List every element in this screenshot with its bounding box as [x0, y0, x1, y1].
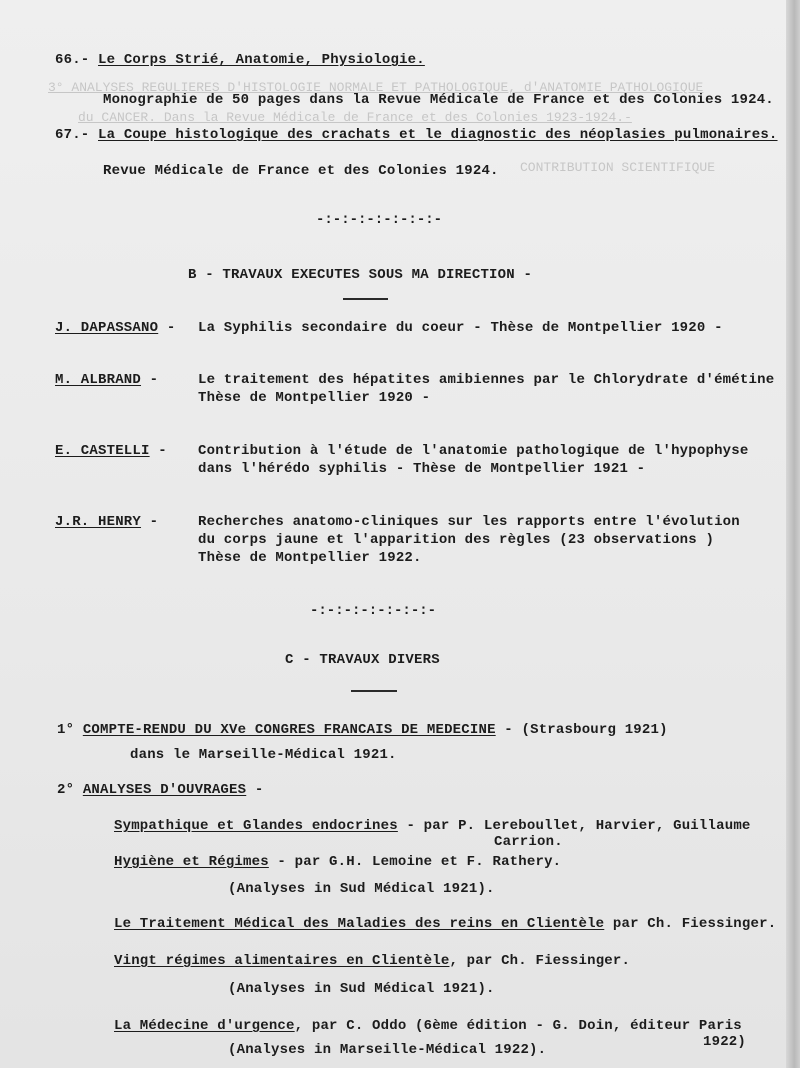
work-line: du corps jaune et l'apparition des règles (23 observations )	[198, 532, 715, 548]
analysis-note: (Analyses in Sud Médical 1921).	[228, 881, 495, 897]
separator: -:-:-:-:-:-:-:-	[316, 212, 443, 228]
author-name: J.R. HENRY -	[55, 514, 159, 530]
item-title: Le Corps Strié, Anatomie, Physiologie.	[98, 52, 425, 68]
item-67	[55, 127, 778, 144]
item-detail: Revue Médicale de France et des Colonies 1924.	[103, 163, 499, 179]
bleed-through-line: CONTRIBUTION SCIENTIFIQUE	[520, 160, 716, 175]
page-edge-shadow	[786, 0, 800, 1068]
item-number: 66.-	[55, 52, 90, 68]
work-line: Thèse de Montpellier 1922.	[198, 550, 422, 566]
divers-item-1: 1° COMPTE-RENDU DU XVe CONGRES FRANCAIS DE MEDECINE - (Strasbourg 1921)	[57, 722, 668, 738]
item-detail: Monographie de 50 pages dans la Revue Médicale de France et des Colonies 1924.	[103, 92, 774, 108]
bleed-through-line: du CANCER. Dans la Revue Médicale de France et des Colonies 1923-1924.-	[78, 110, 632, 125]
work-line: Le traitement des hépatites amibiennes par le Chlorydrate d'émétine	[198, 372, 775, 388]
work-line: Contribution à l'étude de l'anatomie pathologique de l'hypophyse	[198, 443, 749, 459]
heading-rule	[351, 690, 397, 692]
work-entry-continuation: 1922)	[703, 1034, 747, 1050]
work-line: Recherches anatomo-cliniques sur les rapports entre l'évolution	[198, 514, 740, 530]
heading-rule	[343, 298, 388, 300]
author-name: M. ALBRAND -	[55, 372, 159, 388]
work-line: Thèse de Montpellier 1920 -	[198, 390, 431, 406]
work-entry: Sympathique et Glandes endocrines - par P. Lereboullet, Harvier, Guillaume	[114, 818, 751, 834]
work-entry: Hygiène et Régimes - par G.H. Lemoine et F. Rathery.	[114, 854, 562, 870]
section-c-heading: C - TRAVAUX DIVERS	[285, 652, 440, 668]
work-entry: La Médecine d'urgence, par C. Oddo (6ème édition - G. Doin, éditeur Paris	[114, 1018, 742, 1034]
divers-item-1-source: dans le Marseille-Médical 1921.	[130, 747, 397, 763]
analysis-note: (Analyses in Marseille-Médical 1922).	[228, 1042, 547, 1058]
section-b-heading: B - TRAVAUX EXECUTES SOUS MA DIRECTION -	[188, 267, 533, 283]
work-entry: Vingt régimes alimentaires en Clientèle, par Ch. Fiessinger.	[114, 953, 631, 969]
item-number: 67.-	[55, 127, 90, 143]
item-title: La Coupe histologique des crachats et le diagnostic des néoplasies pulmonaires.	[98, 127, 778, 143]
divers-item-2: 2° ANALYSES D'OUVRAGES -	[57, 782, 264, 798]
author-name: J. DAPASSANO -	[55, 320, 176, 336]
item-66	[55, 52, 425, 69]
author-name: E. CASTELLI -	[55, 443, 167, 459]
separator: -:-:-:-:-:-:-:-	[310, 603, 437, 619]
work-entry: Le Traitement Médical des Maladies des reins en Clientèle par Ch. Fiessinger.	[114, 916, 777, 932]
bleed-through-line: 3° ANALYSES REGULIERES D'HISTOLOGIE NORMALE ET PATHOLOGIQUE, d'ANATOMIE PATHOLOGIQUE	[48, 80, 704, 95]
work-entry-continuation: Carrion.	[494, 834, 563, 850]
work-line: La Syphilis secondaire du coeur - Thèse de Montpellier 1920 -	[198, 320, 723, 336]
analysis-note: (Analyses in Sud Médical 1921).	[228, 981, 495, 997]
work-line: dans l'hérédo syphilis - Thèse de Montpellier 1921 -	[198, 461, 646, 477]
